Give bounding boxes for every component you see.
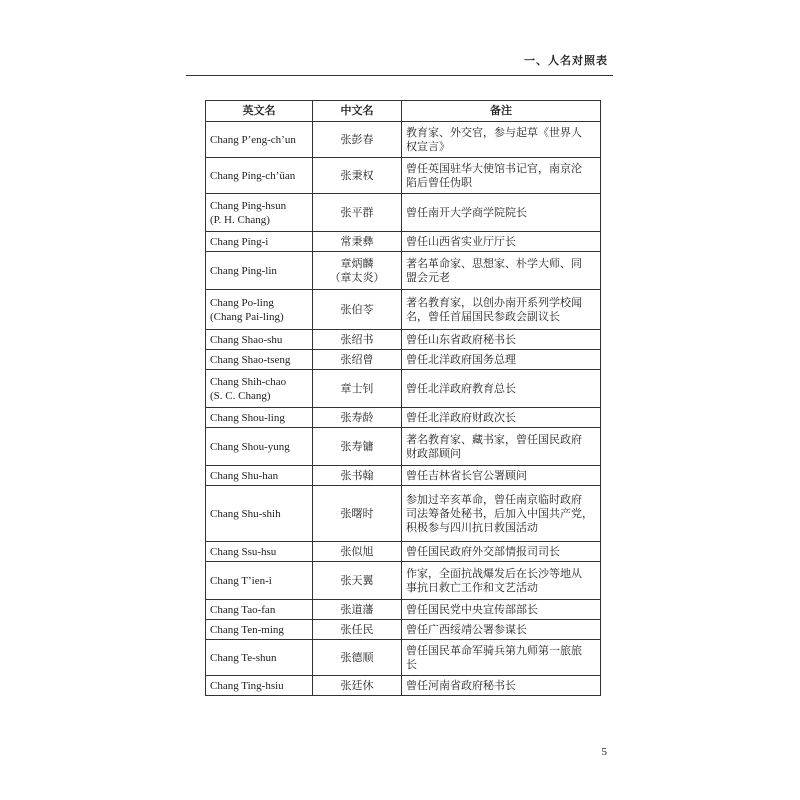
- english-name-cell: Chang Te-shun: [206, 640, 313, 676]
- chinese-name-cell: 章士钊: [313, 370, 402, 408]
- column-header-notes: 备注: [402, 101, 601, 122]
- table-row: [206, 194, 601, 232]
- chinese-name-cell: 张绍曾: [313, 350, 402, 370]
- chinese-name-cell: 张书翰: [313, 466, 402, 486]
- chinese-name-cell: 张平群: [313, 194, 402, 232]
- notes-cell: 曾任山东省政府秘书长: [402, 330, 601, 350]
- table-row: [206, 330, 601, 350]
- notes-cell: 曾任国民党中央宣传部部长: [402, 600, 601, 620]
- english-name-cell: Chang Ting-hsiu: [206, 676, 313, 696]
- english-name-cell: Chang Ping-lin: [206, 252, 313, 290]
- chinese-name-cell: 张德顺: [313, 640, 402, 676]
- notes-cell: 曾任北洋政府教育总长: [402, 370, 601, 408]
- notes-cell: 教育家、外交官，参与起草《世界人 权宣言》: [402, 122, 601, 158]
- notes-cell: 著名教育家、藏书家，曾任国民政府 财政部顾问: [402, 428, 601, 466]
- chinese-name-cell: 张似旭: [313, 542, 402, 562]
- chinese-name-cell: 张寿龄: [313, 408, 402, 428]
- chinese-name-cell: 张伯苓: [313, 290, 402, 330]
- table-row: [206, 158, 601, 194]
- table-row: [206, 122, 601, 158]
- name-table: [205, 100, 601, 696]
- notes-cell: 曾任英国驻华大使馆书记官，南京沦 陷后曾任伪职: [402, 158, 601, 194]
- english-name-cell: Chang Ten-ming: [206, 620, 313, 640]
- table-row: [206, 370, 601, 408]
- table-row: [206, 486, 601, 542]
- english-name-cell: Chang Ping-hsun (P. H. Chang): [206, 194, 313, 232]
- notes-cell: 曾任吉林省长官公署顾问: [402, 466, 601, 486]
- notes-cell: 曾任广西绥靖公署参谋长: [402, 620, 601, 640]
- column-header-english: 英文名: [206, 101, 313, 122]
- chinese-name-cell: 张秉权: [313, 158, 402, 194]
- notes-cell: 参加过辛亥革命，曾任南京临时政府 司法筹备处秘书，后加入中国共产党， 积极参与四川抗日救国活动: [402, 486, 601, 542]
- table-row: [206, 562, 601, 600]
- notes-cell: 曾任国民政府外交部情报司司长: [402, 542, 601, 562]
- english-name-cell: Chang Shu-han: [206, 466, 313, 486]
- chinese-name-cell: 张彭春: [313, 122, 402, 158]
- english-name-cell: Chang Ping-i: [206, 232, 313, 252]
- english-name-cell: Chang Ping-ch’üan: [206, 158, 313, 194]
- table-row: [206, 676, 601, 696]
- notes-cell: 曾任南开大学商学院院长: [402, 194, 601, 232]
- chinese-name-cell: 张天翼: [313, 562, 402, 600]
- english-name-cell: Chang T’ien-i: [206, 562, 313, 600]
- table-row: [206, 466, 601, 486]
- table-row: [206, 600, 601, 620]
- english-name-cell: Chang Po-ling (Chang Pai-ling): [206, 290, 313, 330]
- table-row: [206, 252, 601, 290]
- english-name-cell: Chang Shou-ling: [206, 408, 313, 428]
- english-name-cell: Chang Ssu-hsu: [206, 542, 313, 562]
- english-name-cell: Chang Shih-chao (S. C. Chang): [206, 370, 313, 408]
- english-name-cell: Chang Tao-fan: [206, 600, 313, 620]
- table-header-row: [206, 101, 601, 122]
- table-row: [206, 620, 601, 640]
- table-row: [206, 350, 601, 370]
- notes-cell: 曾任北洋政府国务总理: [402, 350, 601, 370]
- table-row: [206, 542, 601, 562]
- header-rule: [186, 75, 613, 76]
- chinese-name-cell: 张绍书: [313, 330, 402, 350]
- column-header-chinese: 中文名: [313, 101, 402, 122]
- notes-cell: 作家，全面抗战爆发后在长沙等地从 事抗日救亡工作和文艺活动: [402, 562, 601, 600]
- english-name-cell: Chang Shou-yung: [206, 428, 313, 466]
- notes-cell: 著名革命家、思想家、朴学大师、同 盟会元老: [402, 252, 601, 290]
- notes-cell: 曾任河南省政府秘书长: [402, 676, 601, 696]
- chinese-name-cell: 张道藩: [313, 600, 402, 620]
- table-row: [206, 428, 601, 466]
- english-name-cell: Chang Shao-shu: [206, 330, 313, 350]
- notes-cell: 曾任北洋政府财政次长: [402, 408, 601, 428]
- chinese-name-cell: 张曙时: [313, 486, 402, 542]
- table-row: [206, 232, 601, 252]
- notes-cell: 曾任国民革命军骑兵第九师第一旅旅 长: [402, 640, 601, 676]
- english-name-cell: Chang Shu-shih: [206, 486, 313, 542]
- english-name-cell: Chang P’eng-ch’un: [206, 122, 313, 158]
- notes-cell: 曾任山西省实业厅厅长: [402, 232, 601, 252]
- chinese-name-cell: 张廷休: [313, 676, 402, 696]
- chinese-name-cell: 章炳麟 （章太炎）: [313, 252, 402, 290]
- notes-cell: 著名教育家，以创办南开系列学校闻 名，曾任首届国民参政会副议长: [402, 290, 601, 330]
- english-name-cell: Chang Shao-tseng: [206, 350, 313, 370]
- chinese-name-cell: 常秉彝: [313, 232, 402, 252]
- chinese-name-cell: 张寿镛: [313, 428, 402, 466]
- table-row: [206, 640, 601, 676]
- table-row: [206, 408, 601, 428]
- table-row: [206, 290, 601, 330]
- running-title: 一、人名对照表: [524, 54, 608, 67]
- table-body: [206, 122, 601, 696]
- chinese-name-cell: 张任民: [313, 620, 402, 640]
- page-number: 5: [601, 746, 607, 758]
